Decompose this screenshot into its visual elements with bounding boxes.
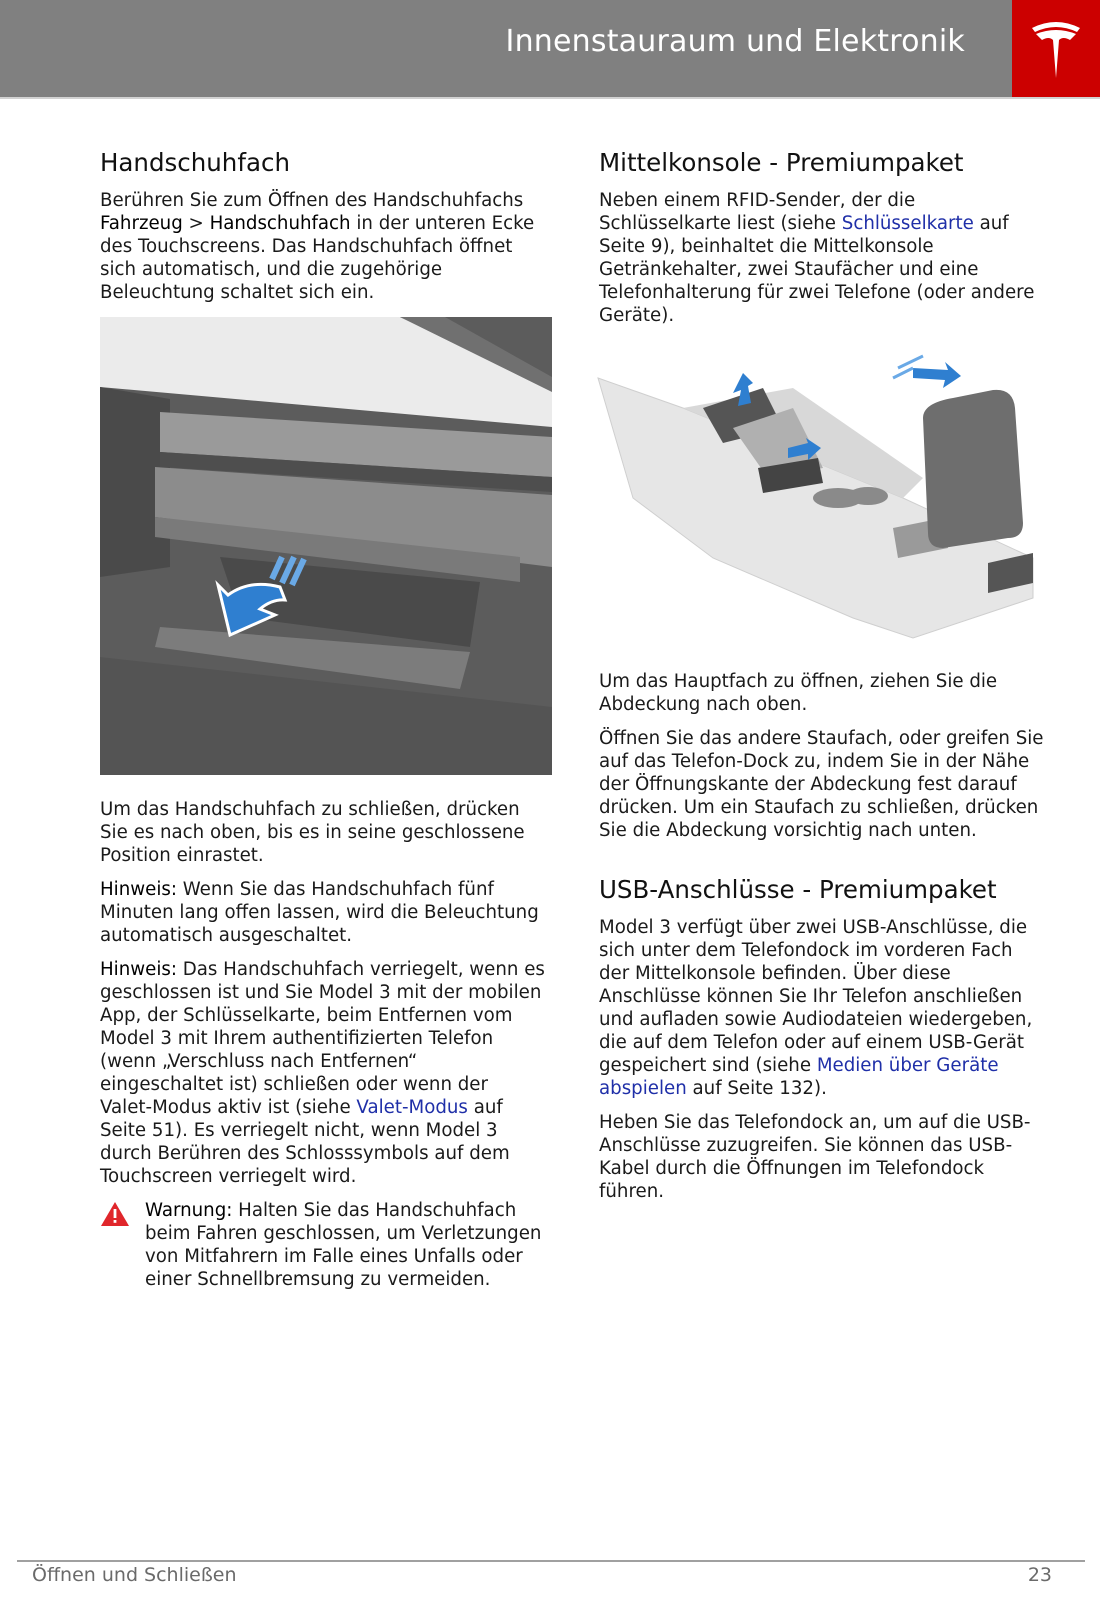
play-media-link[interactable]: Medien über Geräte abspielen [599,1055,999,1099]
note-label: Hinweis: [100,879,177,900]
warning-text [145,1199,545,1291]
text: Das Handschuhfach verriegelt, wenn es geschlossen ist und Sie Model 3 mit der mobilen App, der Schlüsselkarte, beim Entfernen vom Model 3 mit Ihrem authentifizierten Telefon (wenn „Verschluss nach Entfernen“ eingeschaltet ist) schließen oder wenn der Valet-Modus aktiv ist (siehe [100,959,545,1118]
other-compartment-text: Öffnen Sie das andere Staufach, oder greifen Sie auf das Telefon-Dock zu, indem Sie in der Nähe der Öffnungskante der Abdeckung fest darauf drücken. Um ein Staufach zu schließen, drücken Sie die Abdeckung vorsichtig nach unten. [599,728,1044,841]
text: auf Seite 132). [686,1078,827,1099]
note-lights-off [100,878,545,947]
tesla-logo-icon [1030,18,1082,80]
menu-separator: > [182,213,210,234]
glovebox-intro [100,189,545,304]
chapter-title: Innenstauraum und Elektronik [505,24,965,59]
footer-section-name: Öffnen und Schließen [32,1564,237,1586]
text: Model 3 verfügt über zwei USB-Anschlüsse, die sich unter dem Telefondock im vorderen Fach der Mittelkonsole befinden. Über diese Anschlüsse können Sie Ihr Telefon anschließen und aufladen sowie Audiodateien wiedergeben, die auf dem Telefon oder auf einem USB-Gerät gespeichert sind (siehe [599,917,1033,1076]
warning-block [100,1199,545,1291]
usb-access-text: Heben Sie das Telefondock an, um auf die USB-Anschlüsse zuzugreifen. Sie können das USB-Kabel durch die Öffnungen im Telefondock führen. [599,1112,1031,1202]
valet-mode-link[interactable]: Valet-Modus [356,1097,468,1118]
key-card-link[interactable]: Schlüsselkarte [841,213,974,234]
usb-intro [599,916,1044,1100]
tesla-logo [1012,0,1100,97]
note-label: Hinweis: [100,959,177,980]
main-compartment-text: Um das Hauptfach zu öffnen, ziehen Sie die Abdeckung nach oben. [599,671,998,715]
warning-triangle-icon [100,1199,145,1291]
glovebox-close-text: Um das Handschuhfach zu schließen, drücken Sie es nach oben, bis es in seine geschlossene Position einrastet. [100,799,525,866]
page-number: 23 [1027,1564,1052,1586]
page-header [0,0,1100,99]
section-heading-center-console: Mittelkonsole - Premiumpaket [599,148,964,177]
menu-path-glovebox: Handschuhfach [209,213,351,234]
text: Berühren Sie zum Öffnen des Handschuhfachs [100,190,524,211]
text: Wenn Sie das Handschuhfach fünf Minuten lang offen lassen, wird die Beleuchtung automatisch ausgeschaltet. [100,879,539,946]
section-heading-usb: USB-Anschlüsse - Premiumpaket [599,875,997,904]
center-console-illustration [593,348,1045,648]
text: in der unteren Ecke des Touchscreens. Das Handschuhfach öffnet sich automatisch, und die zugehörige Beleuchtung schaltet sich ein. [100,213,535,303]
section-heading-glovebox: Handschuhfach [100,148,290,177]
note-glovebox-lock [100,958,545,1188]
footer-divider [17,1560,1085,1562]
left-column [100,148,545,1291]
warning-label: Warnung: [145,1200,233,1221]
right-column [599,148,1044,1214]
glovebox-illustration [100,317,552,775]
text: Neben einem RFID-Sender, der die Schlüsselkarte liest (siehe [599,190,916,234]
menu-path-vehicle: Fahrzeug [100,213,183,234]
text: Halten Sie das Handschuhfach beim Fahren geschlossen, um Verletzungen von Mitfahrern im Falle eines Unfalls oder einer Schnellbremsung zu vermeiden. [145,1200,542,1290]
text: auf Seite 51). Es verriegelt nicht, wenn Model 3 durch Berühren des Schlosssymbols auf dem Touchscreen verriegelt wird. [100,1097,510,1187]
console-intro [599,189,1044,327]
text: auf Seite 9), beinhaltet die Mittelkonsole Getränkehalter, zwei Staufächer und eine Telefonhalterung für zwei Telefone (oder andere Geräte). [599,213,1035,326]
